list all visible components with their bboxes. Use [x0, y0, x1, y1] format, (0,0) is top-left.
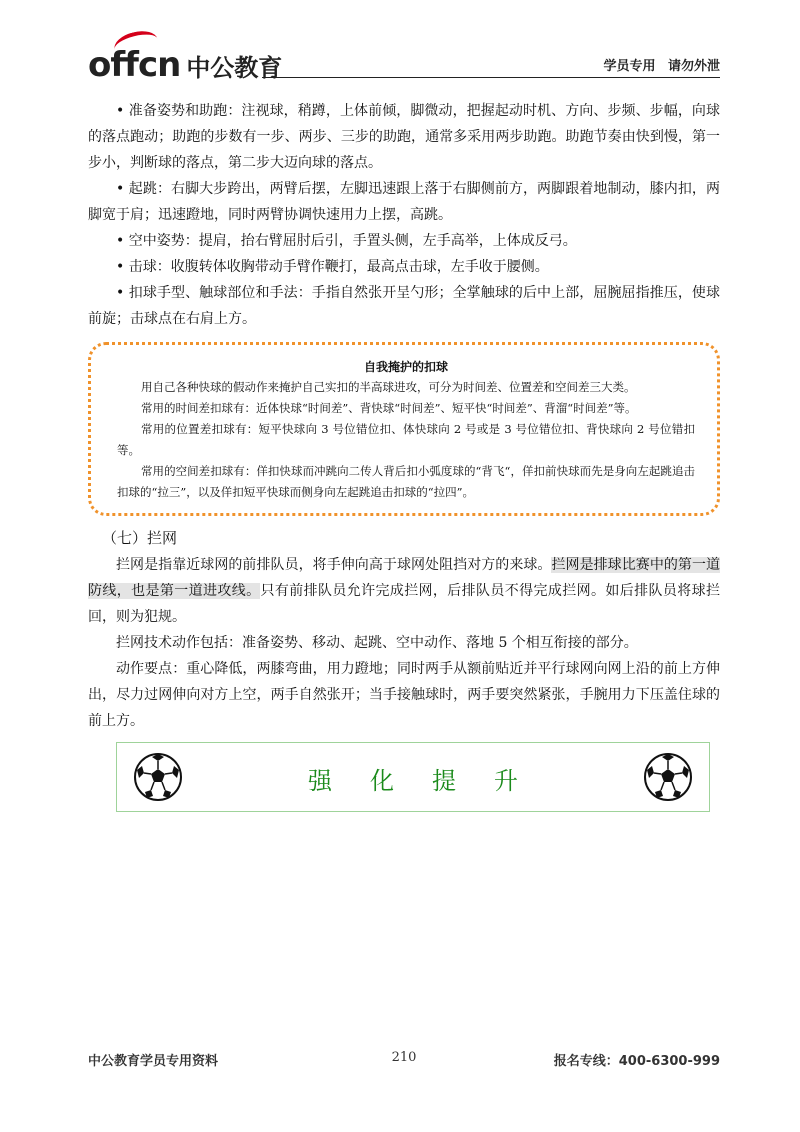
- blocking-key-points: 动作要点：重心降低，两膝弯曲，用力蹬地；同时两手从额前贴近并平行球网向网上沿的前上方伸出，尽力过网伸向对方上空，两手自然张开；当手接触球时，两手要突然紧张，手腕用力下压盖住球的前上方。: [88, 661, 720, 729]
- blocking-components: 拦网技术动作包括：准备姿势、移动、起跳、空中动作、落地 5 个相互衔接的部分。: [116, 635, 638, 651]
- logo-chinese-name: 中公教育: [186, 54, 283, 82]
- page-footer: [88, 1050, 720, 1074]
- callout-paragraph: 常用的时间差扣球有：近体快球“时间差”、背快球“时间差”、短平快“时间差”、背溜“时间差”等。: [141, 401, 637, 415]
- callout-box: [88, 342, 720, 516]
- bullet-air-posture: • 空中姿势：提肩，抬右臂屈肘后引，手置头侧，左手高举，上体成反弓。: [116, 233, 577, 249]
- blocking-definition: [88, 552, 720, 630]
- bullet-hitting: • 击球：收腹转体收胸带动手臂作鞭打，最高点击球，左手收于腰侧。: [116, 259, 549, 275]
- bullet-takeoff: • 起跳：右脚大步跨出，两臂后摆，左脚迅速跟上落于右脚侧前方，两脚跟着地制动，膝内扣，两脚宽于肩；迅速蹬地，同时两臂协调快速用力上摆，高跳。: [88, 181, 720, 223]
- document-body: [88, 98, 720, 734]
- footer-hotline: 报名专线：400-6300-999: [553, 1054, 720, 1069]
- page-number: 210: [391, 1050, 417, 1065]
- practice-banner: [116, 742, 710, 812]
- bullet-hand-shape: • 扣球手型、触球部位和手法：手指自然张开呈勺形；全掌触球的后中上部，屈腕屈指推压，使球前旋；击球点在右肩上方。: [88, 285, 720, 327]
- header-notice: 学员专用 请勿外泄: [603, 59, 720, 74]
- section-heading: （七）拦网: [102, 529, 178, 547]
- callout-paragraph: 常用的空间差扣球有：佯扣快球而冲跳向二传人背后扣小弧度球的“背飞“，佯扣前快球而先是身向左起跳追击扣球的“拉三”，以及佯扣短平快球而侧身向左起跳追击扣球的“拉四”。: [117, 464, 695, 499]
- highlighted-text: 拦网是排球比赛中的第一道防线，也是第一道进攻线。: [88, 557, 721, 599]
- logo-wordmark: offcn: [88, 45, 181, 85]
- page-header: [88, 36, 720, 85]
- footer-left-text: 中公教育学员专用资料: [88, 1054, 219, 1069]
- blocking-rule-text: 只有前排队员允许完成拦网，后排队员不得完成拦网。如后排队员将球拦回，则为犯规。: [88, 583, 721, 625]
- callout-title: 自我掩护的扣球: [363, 360, 448, 374]
- callout-paragraph: 常用的位置差扣球有：短平快球向 3 号位错位扣、体快球向 2 号或是 3 号位错位扣、背快球向 2 号位错扣等。: [117, 422, 695, 457]
- blocking-definition-text: 拦网是指靠近球网的前排队员，将手伸向高于球网处阻挡对方的来球。: [116, 557, 552, 573]
- offcn-logo: [88, 36, 283, 85]
- header-rule: [262, 77, 720, 78]
- callout-paragraph: 用自己各种快球的假动作来掩护自己实扣的半高球进攻，可分为时间差、位置差和空间差三大类。: [141, 380, 636, 394]
- soccer-ball-icon: [643, 752, 693, 802]
- bullet-approach: • 准备姿势和助跑：注视球，稍蹲，上体前倾，脚微动，把握起动时机、方向、步频、步幅，向球的落点跑动；助跑的步数有一步、两步、三步的助跑，通常多采用两步助跑。助跑节奏由快到慢，第一步小，判断球的落点，第二步大迈向球的落点。: [88, 103, 720, 171]
- banner-title: 强化提升: [308, 767, 556, 795]
